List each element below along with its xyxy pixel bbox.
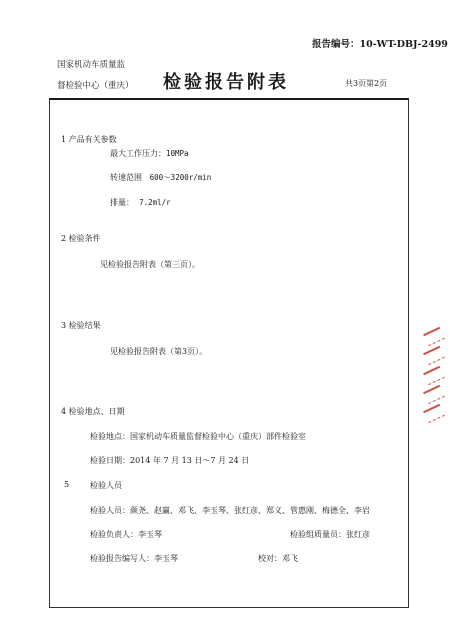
conditions-text: 见检验报告附表（第三页）。 xyxy=(100,260,200,269)
speed-range-row xyxy=(110,172,211,183)
proofreader: 校对：邓飞 xyxy=(258,554,298,563)
section-3-heading: 3 检验结果 xyxy=(61,321,101,330)
report-frame xyxy=(49,98,409,608)
report-writer: 检验报告编写人：李玉琴 xyxy=(90,554,178,563)
quality-officer: 检验组质量员：张红彦 xyxy=(290,530,370,539)
organization-name-line2: 督检验中心（重庆） xyxy=(57,81,134,91)
section-2-heading: 2 检验条件 xyxy=(61,234,101,243)
lead-inspector: 检验负责人：李玉琴 xyxy=(90,530,162,539)
section-5-number: 5 xyxy=(64,480,70,489)
report-number: 报告编号：10-WT-DBJ-2499 xyxy=(312,39,448,50)
displacement-label: 排量： xyxy=(110,198,134,207)
inspection-place: 检验地点：国家机动车质量监督检验中心（重庆）部件检验室 xyxy=(90,432,306,441)
section-1-heading: 1 产品有关参数 xyxy=(61,135,117,144)
speed-range-value: 600～3200r/min xyxy=(149,173,212,182)
results-text: 见检验报告附表（第3页）。 xyxy=(110,347,208,356)
page-info: 共3页第2页 xyxy=(345,79,388,88)
displacement-row xyxy=(110,197,171,208)
red-seal-stamp-edge xyxy=(420,330,448,420)
max-pressure-row xyxy=(110,148,189,159)
section-5-heading: 检验人员 xyxy=(90,481,122,490)
max-pressure-value: 10MPa xyxy=(166,149,189,158)
inspection-date: 检验日期：2014 年 7 月 13 日～7 月 24 日 xyxy=(90,456,250,465)
displacement-value: 7.2ml/r xyxy=(139,198,171,207)
max-pressure-label: 最大工作压力： xyxy=(110,149,166,158)
document-title: 检验报告附表 xyxy=(163,72,289,93)
inspectors-list: 检验人员：颜尧、赵赢、邓飞、李玉琴、张红彦、郑义、管惠刚、梅德全、李岩 xyxy=(90,506,370,515)
speed-range-label: 转速范围 xyxy=(110,173,142,182)
organization-name-line1: 国家机动车质量监 xyxy=(57,60,126,70)
section-4-heading: 4 检验地点、日期 xyxy=(61,407,125,416)
